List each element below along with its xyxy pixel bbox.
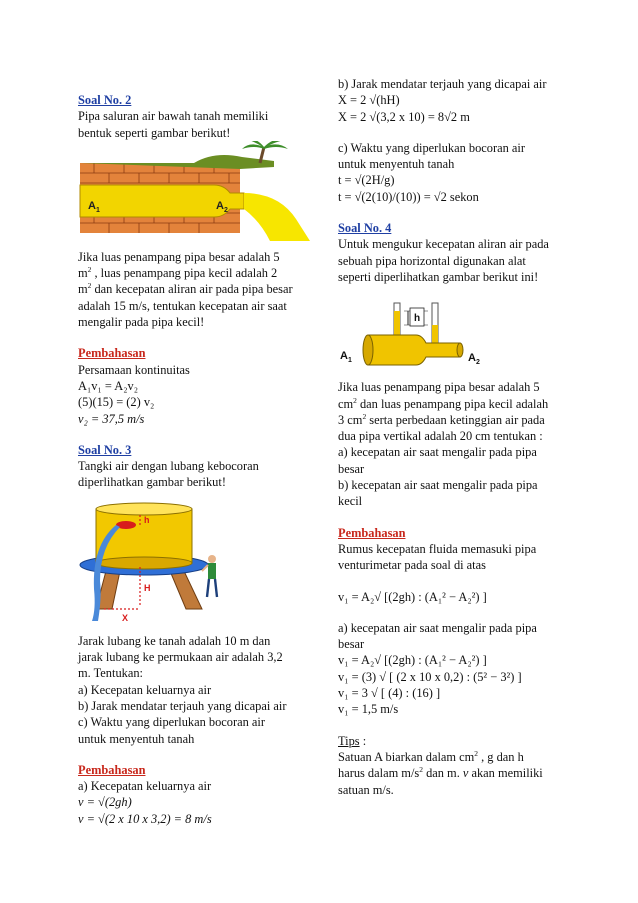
soal-3-solution-line: b) Jarak mendatar terjauh yang dicapai air — [338, 77, 547, 91]
soal-3-question-line: m. Tentukan: — [78, 666, 143, 681]
soal-2-solution-line: Persamaan kontinuitas — [78, 362, 190, 377]
tank-figure — [78, 497, 323, 625]
soal-3-title: Soal No. 3 — [78, 442, 132, 457]
soal-4-rumus-line: venturimetar pada soal di atas — [338, 558, 486, 573]
venturi-h-label: h — [414, 313, 421, 325]
tank-H-label: H — [144, 582, 151, 593]
underground-pipe-illustration — [74, 141, 314, 249]
soal-3-solution-line: v = √(2gh) — [78, 795, 132, 810]
soal-2-question-line: mengalir pada pipa kecil! — [78, 315, 205, 330]
soal-3-solution-line: v = √(2 x 10 x 3,2) = 8 m/s — [78, 811, 212, 826]
soal-4-part-a-line: a) kecepatan air saat mengalir pada pipa — [338, 620, 537, 635]
soal-4-title: Soal No. 4 — [338, 221, 392, 236]
soal-3-solution-line: X = 2 √(hH) — [338, 93, 400, 108]
venturi-figure — [338, 299, 573, 379]
soal-2-pembahasan-heading: Pembahasan — [78, 346, 146, 361]
soal-4-question-line: a) kecepatan air saat mengalir pada pipa — [338, 445, 537, 460]
venturimeter-illustration — [338, 299, 518, 379]
area-1-label: A — [88, 199, 96, 212]
left-column — [78, 76, 323, 827]
soal-2-title: Soal No. 2 — [78, 93, 132, 107]
soal-4-question-line: kecil — [338, 494, 363, 509]
tips-line: satuan m/s. — [338, 782, 394, 797]
venturi-area-1-subscript: 1 — [348, 357, 352, 365]
soal-4-question-line: Jika luas penampang pipa besar adalah 5 — [338, 380, 540, 395]
soal-3-question-line: a) Kecepatan keluarnya air — [78, 682, 212, 697]
soal-3-question-line: untuk menyentuh tanah — [78, 731, 195, 746]
soal-2-question-line: $m^2$ , luas penampang pipa kecil adalah 2 — [78, 265, 278, 281]
soal-2-question-line: adalah 15 m/s, tentukan kecepatan air saat — [78, 298, 287, 313]
soal-2-intro-line: bentuk seperti gambar berikut! — [78, 125, 231, 140]
soal-4-question-line: besar — [338, 461, 365, 476]
tank-h-label: h — [144, 514, 150, 525]
soal-3-pembahasan-heading: Pembahasan — [78, 762, 146, 777]
tips-heading: Tips : — [338, 733, 367, 748]
soal-4-part-a-line: besar — [338, 637, 365, 652]
soal-4-part-a-line: v₁ = 1,5 m/s — [338, 702, 399, 717]
soal-2-question-line: Jika luas penampang pipa besar adalah 5 — [78, 249, 280, 264]
tips-line: harus dalam $m/s^2$ dan m. v akan memiliki — [338, 765, 543, 781]
soal-3-solution-line: a) Kecepatan keluarnya air — [78, 779, 212, 794]
soal-4-question-line: 3 $cm^2$ serta perbedaan ketinggian air pada — [338, 411, 545, 427]
soal-4-pembahasan-heading: Pembahasan — [338, 525, 406, 540]
soal-4-part-a-line: v₁ = 3 √ [ (4) : (16) ] — [338, 686, 441, 701]
soal-2-solution-line: (5)(15) = (2) v₂ — [78, 395, 155, 410]
soal-3-intro-line: Tangki air dengan lubang kebocoran — [78, 459, 259, 474]
soal-4-intro-line: Untuk mengukur kecepatan aliran air pada — [338, 237, 549, 252]
soal-3-solution-line: t = √(2(10)/(10)) = √2 sekon — [338, 189, 479, 204]
soal-4-question-line: dua pipa vertikal adalah 20 cm tentukan : — [338, 429, 543, 444]
soal-4-intro-line: seperti diperlihatkan gambar berikut ini! — [338, 269, 539, 284]
soal-3-question-line: c) Waktu yang diperlukan bocoran air — [78, 715, 265, 730]
venturi-area-2-subscript: 2 — [476, 359, 480, 367]
soal-4-question-line: $cm^2$ dan luas penampang pipa kecil adalah — [338, 395, 549, 411]
soal-3-question-line: jarak lubang ke permukaan air adalah 3,2 — [78, 650, 283, 665]
palm-tree-icon — [242, 141, 288, 149]
soal-2-intro-line: Pipa saluran air bawah tanah memiliki — [78, 109, 269, 124]
venturi-area-2-label: A — [468, 352, 476, 365]
tank-X-label: X — [122, 612, 129, 623]
soal-4-rumus-line: Rumus kecepatan fluida memasuki pipa — [338, 541, 537, 556]
soal-3-solution-line: untuk menyentuh tanah — [338, 157, 455, 172]
area-2-label: A — [216, 199, 224, 212]
soal-3-solution-line: t = √(2H/g) — [338, 173, 395, 188]
soal-4-formula: v₁ = A₂√ [(2gh) : (A₁² − A₂²) ] — [338, 589, 487, 604]
leaking-tank-illustration — [78, 497, 228, 625]
tips-line: Satuan A biarkan dalam $cm^2$ , g dan h — [338, 748, 524, 764]
soal-4-intro-line: sebuah pipa horizontal digunakan alat — [338, 253, 526, 268]
right-column — [338, 76, 573, 798]
soal-3-intro-line: diperlihatkan gambar berikut! — [78, 475, 226, 490]
soal-3-solution-line: c) Waktu yang diperlukan bocoran air — [338, 140, 525, 155]
area-2-subscript: 2 — [224, 206, 228, 214]
pipe-figure — [74, 141, 323, 249]
soal-3-question-line: Jarak lubang ke tanah adalah 10 m dan — [78, 633, 271, 648]
soal-4-part-a-line: v₁ = (3) √ [ (2 x 10 x 0,2) : (5² − 3²) ] — [338, 669, 522, 684]
soal-4-question-line: b) kecepatan air saat mengalir pada pipa — [338, 478, 538, 493]
venturi-area-1-label: A — [340, 350, 348, 363]
soal-2-solution-line: v₂ = 37,5 m/s — [78, 411, 145, 426]
soal-3-question-line: b) Jarak mendatar terjauh yang dicapai air — [78, 698, 287, 713]
soal-3-solution-line: X = 2 √(3,2 x 10) = 8√2 m — [338, 109, 470, 124]
soal-2-question-line: $m^2$ dan kecepatan aliran air pada pipa besar — [78, 281, 293, 297]
area-1-subscript: 1 — [96, 206, 100, 214]
soal-4-part-a-line: v₁ = A₂√ [(2gh) : (A₁² − A₂²) ] — [338, 653, 487, 668]
soal-2-solution-line: A₁v₁ = A₂v₂ — [78, 378, 139, 393]
